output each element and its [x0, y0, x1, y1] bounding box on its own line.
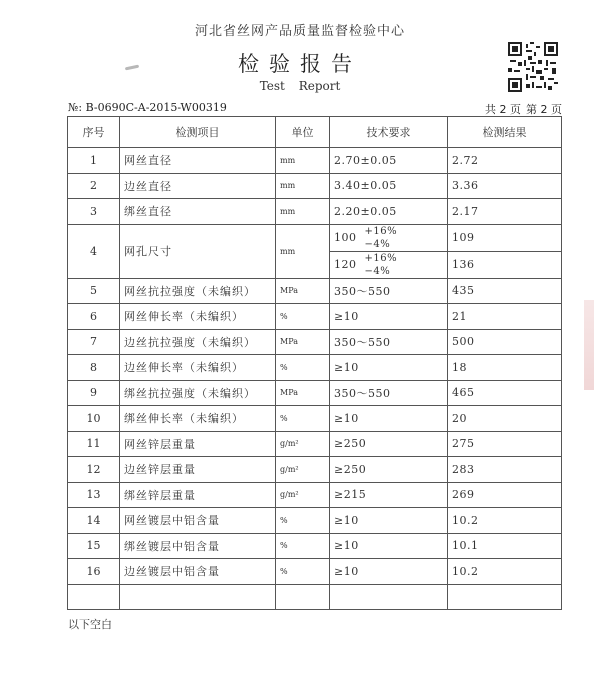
table-row: 4 网孔尺寸 mm 100 +16% −4% 109	[68, 224, 562, 251]
table-row: 3 绑丝直径 mm 2.20±0.05 2.17	[68, 199, 562, 225]
edge-stamp-mark	[584, 300, 594, 390]
table-row: 2 边丝直径 mm 3.40±0.05 3.36	[68, 173, 562, 199]
report-number: №: B-0690C-A-2015-W00319	[68, 101, 227, 114]
page-current: 第 2 页	[526, 103, 562, 116]
mesh-nominal: 120	[334, 257, 357, 271]
table-row: 14 网丝镀层中铝含量 % ≥10 10.2	[68, 508, 562, 534]
table-row: 120 +16% −4% 136	[68, 251, 562, 278]
table-row: 9 绑丝抗拉强度（未编织） MPa 350～550 465	[68, 380, 562, 406]
pages-total: 共 2 页	[485, 103, 521, 116]
table-row: 15 绑丝镀层中铝含量 % ≥10 10.1	[68, 533, 562, 559]
blank-below-note: 以下空白	[68, 618, 112, 631]
table-row: 5 网丝抗拉强度（未编织） MPa 350～550 435	[68, 278, 562, 304]
header-item: 检测项目	[120, 117, 276, 148]
header-requirement: 技术要求	[330, 117, 448, 148]
page-indicator	[485, 101, 562, 117]
header-unit: 单位	[276, 117, 330, 148]
header-no: 序号	[68, 117, 120, 148]
table-row: 8 边丝伸长率（未编织） % ≥10 18	[68, 355, 562, 381]
header-result: 检测结果	[448, 117, 562, 148]
mesh-nominal: 100	[334, 230, 357, 244]
table-row: 1 网丝直径 mm 2.70±0.05 2.72	[68, 148, 562, 174]
qr-code-icon	[508, 42, 558, 92]
table-row: 6 网丝伸长率（未编织） % ≥10 21	[68, 304, 562, 330]
subtitle-report: Report	[298, 79, 341, 93]
table-row: 7 边丝抗拉强度（未编织） MPa 350～550 500	[68, 329, 562, 355]
test-results-table	[67, 116, 562, 610]
table-row: 10 绑丝伸长率（未编织） % ≥10 20	[68, 406, 562, 432]
subtitle-test: Test	[259, 79, 285, 93]
table-row: 12 边丝锌层重量 g/m² ≥250 283	[68, 457, 562, 483]
report-title: 检验报告	[238, 52, 362, 76]
table-row: 16 边丝镀层中铝含量 % ≥10 10.2	[68, 559, 562, 585]
mesh-tolerance: +16% −4%	[364, 252, 398, 277]
table-row	[68, 584, 562, 610]
report-meta	[68, 101, 562, 114]
table-row: 13 绑丝锌层重量 g/m² ≥215 269	[68, 482, 562, 508]
table-row: 11 网丝锌层重量 g/m² ≥250 275	[68, 431, 562, 457]
organization-name: 河北省丝网产品质量监督检验中心	[194, 24, 405, 39]
mesh-tolerance: +16% −4%	[364, 225, 398, 250]
table-header-row	[68, 117, 562, 148]
